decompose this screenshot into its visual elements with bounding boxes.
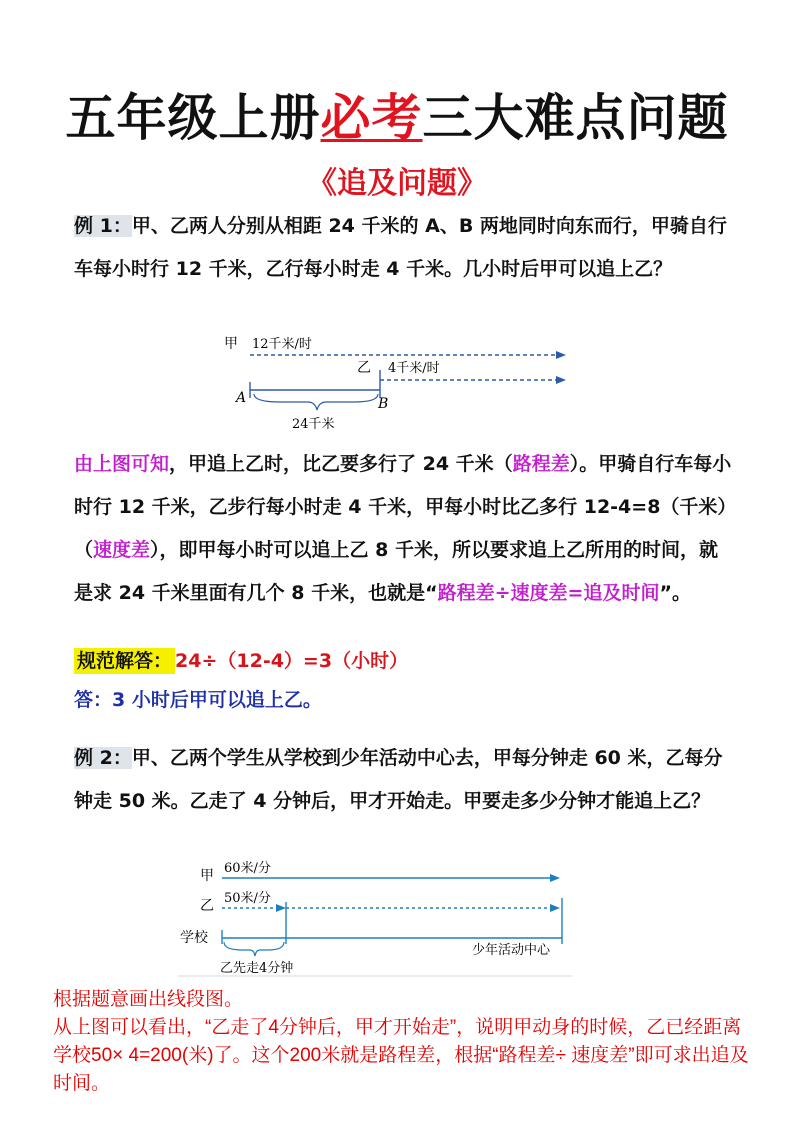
analysis-lead: 由上图可知 <box>74 453 170 475</box>
analysis-term-path-diff: 路程差 <box>512 453 570 475</box>
diagram1-jia-label: 甲 <box>224 336 238 352</box>
analysis-formula: 路程差÷速度差=追及时间 <box>437 582 660 604</box>
diagram2-yi-speed: 50米/分 <box>224 891 271 906</box>
example2-note-1: 根据题意画出线段图。 <box>53 989 244 1010</box>
example2-line-diagram <box>176 858 576 978</box>
diagram2-yi-dashed-arrow <box>276 904 286 912</box>
diagram1-yi-speed: 4千米/时 <box>388 361 440 376</box>
page-subtitle: 《追及问题》 <box>307 166 487 201</box>
diagram2-jia-label: 甲 <box>200 868 214 884</box>
example1-tag: 例 1： <box>74 215 132 237</box>
example2-tag: 例 2： <box>74 747 132 769</box>
diagram2-jia-arrow <box>550 874 560 882</box>
title-post: 三大难点问题 <box>422 89 729 147</box>
diagram2-school-label: 学校 <box>180 930 208 946</box>
solution-expression: 24÷（12-4）=3（小时） <box>175 650 409 672</box>
diagram2-brace <box>224 942 284 956</box>
example2-question <box>74 737 734 823</box>
page-title <box>0 78 794 150</box>
diagram2-center-label: 少年活动中心 <box>472 943 551 958</box>
example1-question <box>74 205 734 291</box>
analysis-text-3: ），即甲每小时可以追上乙 8 千米，所以要求追上乙所用的时间，就是求 24 千米里面有几个 8 千米，也就是“ <box>74 539 718 604</box>
diagram1-brace <box>254 394 378 410</box>
example1-solution <box>74 640 734 683</box>
example2-question-text: 甲、乙两个学生从学校到少年活动中心去，甲每分钟走 60 米，乙每分钟走 50 米。乙走了 4 分钟后，甲才开始走。甲要走多少分钟才能追上乙？ <box>74 747 723 812</box>
analysis-text-4: ”。 <box>659 582 691 604</box>
diagram2-yi-arrow <box>550 904 560 912</box>
title-highlight: 必考 <box>320 89 423 147</box>
diagram1-distance: 24千米 <box>292 417 335 432</box>
analysis-text-2: ）。甲骑自行车每小时行 12 千米，乙步行每小时走 4 千米，甲每小时比乙多行 12-4=8（千米）（ <box>74 453 732 561</box>
diagram2-yi-label: 乙 <box>200 898 214 914</box>
example1-line-diagram <box>220 330 580 440</box>
example2-note-2: 从上图可以看出，“乙走了4分钟后，甲才开始走”，说明甲动身的时候，乙已经距离学校50× 4=200(米)了。这个200米就是路程差，根据“路程差÷ 速度差”即可求出追及时间。 <box>53 1017 749 1094</box>
analysis-text-1: ，甲追上乙时，比乙要多行了 24 千米（ <box>169 453 513 475</box>
diagram1-jia-speed: 12千米/时 <box>252 337 312 352</box>
diagram1-point-b: B <box>378 396 389 412</box>
solution-label: 规范解答： <box>74 648 175 674</box>
diagram1-yi-arrow <box>556 376 566 384</box>
diagram1-yi-label: 乙 <box>357 360 371 376</box>
diagram2-headstart-label: 乙先走4分钟 <box>220 961 294 976</box>
title-pre: 五年级上册 <box>65 89 321 147</box>
example1-answer: 答：3 小时后甲可以追上乙。 <box>74 689 322 711</box>
diagram2-jia-speed: 60米/分 <box>224 861 271 876</box>
analysis-term-speed-diff: 速度差 <box>93 539 151 561</box>
diagram1-point-a: A <box>236 390 247 406</box>
example1-analysis <box>74 443 734 615</box>
example1-question-text: 甲、乙两人分别从相距 24 千米的 A、B 两地同时向东而行，甲骑自行车每小时行 12 千米，乙行每小时走 4 千米。几小时后甲可以追上乙？ <box>74 215 727 280</box>
diagram1-jia-arrow <box>556 351 566 359</box>
